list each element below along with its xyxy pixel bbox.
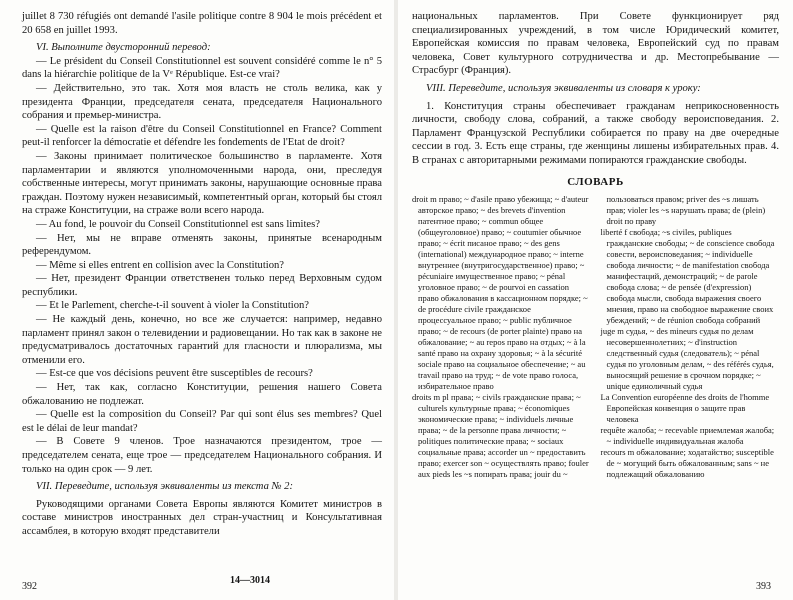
dialogue-line: — Est-ce que vos décisions peuvent être susceptibles de recours? xyxy=(36,368,313,380)
dialogue-line: — Le président du Conseil Constitutionnel est souvent considéré comme le n° 5 dans la hiérarchie politique de la Vᵉ République. Est-ce vrai? xyxy=(22,55,382,81)
page-number-left: 392 xyxy=(22,581,37,592)
signature-mark: 14—3014 xyxy=(230,575,270,586)
vocab-entry: liberté f свобода; ~s civiles, publiques гражданские свободы; ~ de conscience свобода совести, вероисповедания; ~ individuelle свобода личности; ~ de manifestation свобода манифестаций, демонстраций; ~ de parole свобода слова; ~ de pensée (d'expression) свобода мысли, свобода выражения своего мнения, право на свободное выражение своих убеждений; ~ de réunion свобода собраний xyxy=(600,226,775,325)
dialogue-line: — Même si elles entrent en collision avec la Constitution? xyxy=(36,259,285,271)
dialogue-line: — Quelle est la raison d'être du Conseil Constitutionnel en France? Comment peut-il renforcer la démocratie et défendre les fondements de l'Etat de droit? xyxy=(22,123,382,149)
dialogue-line: — Нет, так как, согласно Конституции, решения нашего Совета обжалованию не подлежат. xyxy=(22,382,382,407)
right-top-text: национальных парламентов. При Совете функционирует ряд специализированных учреждений, в том числе Юридический комитет, Европейская комиссия по правам человека, Европейский суд по правам человека, Совет культурного сотрудничества и др. Местопребывание — Страсбург (Франция). xyxy=(412,11,779,77)
dialogue-line: — Нет, мы не вправе отменять законы, принятые всенародным референдумом. xyxy=(22,232,382,258)
dialogue-line: — Quelle est la composition du Conseil? Par qui sont élus ses membres? Quel est le délai de leur mandat? xyxy=(22,409,382,434)
vocab-entry: droits m pl права; ~ civils гражданские права; ~ culturels культурные права; ~ économiques экономические права; ~ individuels личные права; ~ de la personne права личности; ~ politiques политические права; ~ sociaux социальные права; accorder un ~ предоставить право; exercer son ~ осуществлять право; fouler aux pieds les ~s попирать права; jouir du ~ xyxy=(412,391,589,479)
dialogue-line: — Au fond, le pouvoir du Conseil Constitutionnel est sans limites? xyxy=(36,218,320,230)
vocabulary-columns xyxy=(412,194,779,480)
page-number-right: 393 xyxy=(756,581,771,592)
section-6-title: VI. Выполните двусторонний перевод: xyxy=(36,42,211,54)
dialogue-line: — Et le Parlement, cherche-t-il souvent à violer la Constitution? xyxy=(36,300,310,312)
section-8-title: VIII. Переведите, используя эквиваленты из словаря к уроку: xyxy=(426,82,701,94)
vocab-entry: droit m право; ~ d'asile право убежища; ~ d'auteur авторское право; ~ des brevets d'invention патентное право; ~ commun общее (общеуголовное) право; ~ coutumier обычное право; ~ écrit писаное право; ~ des gens (international) международное право; ~ interne внутреннее (внутригосударственное) право; ~ pécuniaire имущественное право; ~ pénal уголовное право; ~ de pourvoi en cassation право обжалования в кассационном порядке; ~ de procédure civile гражданское процессуальное право; ~ public публичное право; ~ de recours (de porter plainte) право на обжалование; ~ au repos право на отдых; ~ à la santé право на охрану здоровья; ~ à la sécurité sociale право на социальное обеспечение; ~ au travail право на труд; ~ de vote право голоса, избирательное право xyxy=(412,193,589,391)
dialogue-line: — Не каждый день, конечно, но все же случается: например, недавно парламент принял закон о телевидении и радиовещании. Но так как в законе не предусматривалось достаточных гарантий для гласности и плюрализма, мы отменили его. xyxy=(22,314,382,366)
vocab-entry: La Convention européenne des droits de l'homme Европейская конвенция о защите прав человека xyxy=(600,391,770,424)
vocab-entry: пользоваться правом; priver des ~s лишать прав; violer les ~s нарушать права; de (plein) droit по праву xyxy=(606,193,766,226)
vocabulary-column-1 xyxy=(412,194,591,480)
vocab-entry: requête жалоба; ~ recevable приемлемая жалоба; ~ individuelle индивидуальная жалоба xyxy=(600,424,775,446)
dialogue-line: — Действительно, это так. Хотя моя власть не столь велика, как у президента Франции, председателя сената, председателя Национального собрания и премьер-министра. xyxy=(22,82,382,122)
right-page xyxy=(398,0,793,600)
left-top-text: juillet 8 730 réfugiés ont demandé l'asile politique contre 8 904 le mois précédent et 20 658 en juillet 1993. xyxy=(22,11,382,36)
dialogue-line: — Законы принимает политическое большинство в парламенте. Хотя парламентарии и являются уполномоченными народа, они, преследуя собственные интересы, могут принимать законы, нарушающие основные права граждан. Поэтому нужен независимый, компетентный орган, который бы стоял на страже Конституции, на страже воли всего народа. xyxy=(22,150,382,217)
dialogue-line: — Нет, президент Франции ответственен только перед Верховным судом республики. xyxy=(22,273,382,298)
left-page xyxy=(0,0,394,600)
vocabulary-title: СЛОВАРЬ xyxy=(567,175,624,188)
vocabulary-column-2 xyxy=(601,194,780,480)
section-7-title: VII. Переведите, используя эквиваленты из текста № 2: xyxy=(36,481,293,493)
section-8-text: 1. Конституция страны обеспечивает гражданам неприкосновенность личности, свободу слова, собраний, а также свободу вероисповедания. 2. Парламент Французской Республики собирается по праву на две очередные сессии в год. 3. Есть еще страны, где женщины лишены избирательных прав. 4. В странах с авторитарными режимами попираются гражданские свободы. xyxy=(412,100,779,166)
vocab-entry: juge m судья, ~ des mineurs судья по делам несовершеннолетних; ~ d'instruction следственный судья (следователь); ~ pénal судья по уголовным делам, ~ des référés судья, выносящий решение в срочном порядке; ~ unique единоличный судья xyxy=(600,325,774,391)
section-7-text: Руководящими органами Совета Европы являются Комитет министров в составе министров иностранных дел стран-участниц и Консультативная ассамблея, в которую входят представители xyxy=(22,498,382,537)
vocab-entry: recours m обжалование; ходатайство; susceptible de ~ могущий быть обжалованным; sans ~ не подлежащий обжалованию xyxy=(600,446,774,479)
dialogue-line: — В Совете 9 членов. Трое назначаются президентом, трое — председателем сената, еще трое — председателем Национального собрания. И только на один срок — 9 лет. xyxy=(22,436,382,475)
